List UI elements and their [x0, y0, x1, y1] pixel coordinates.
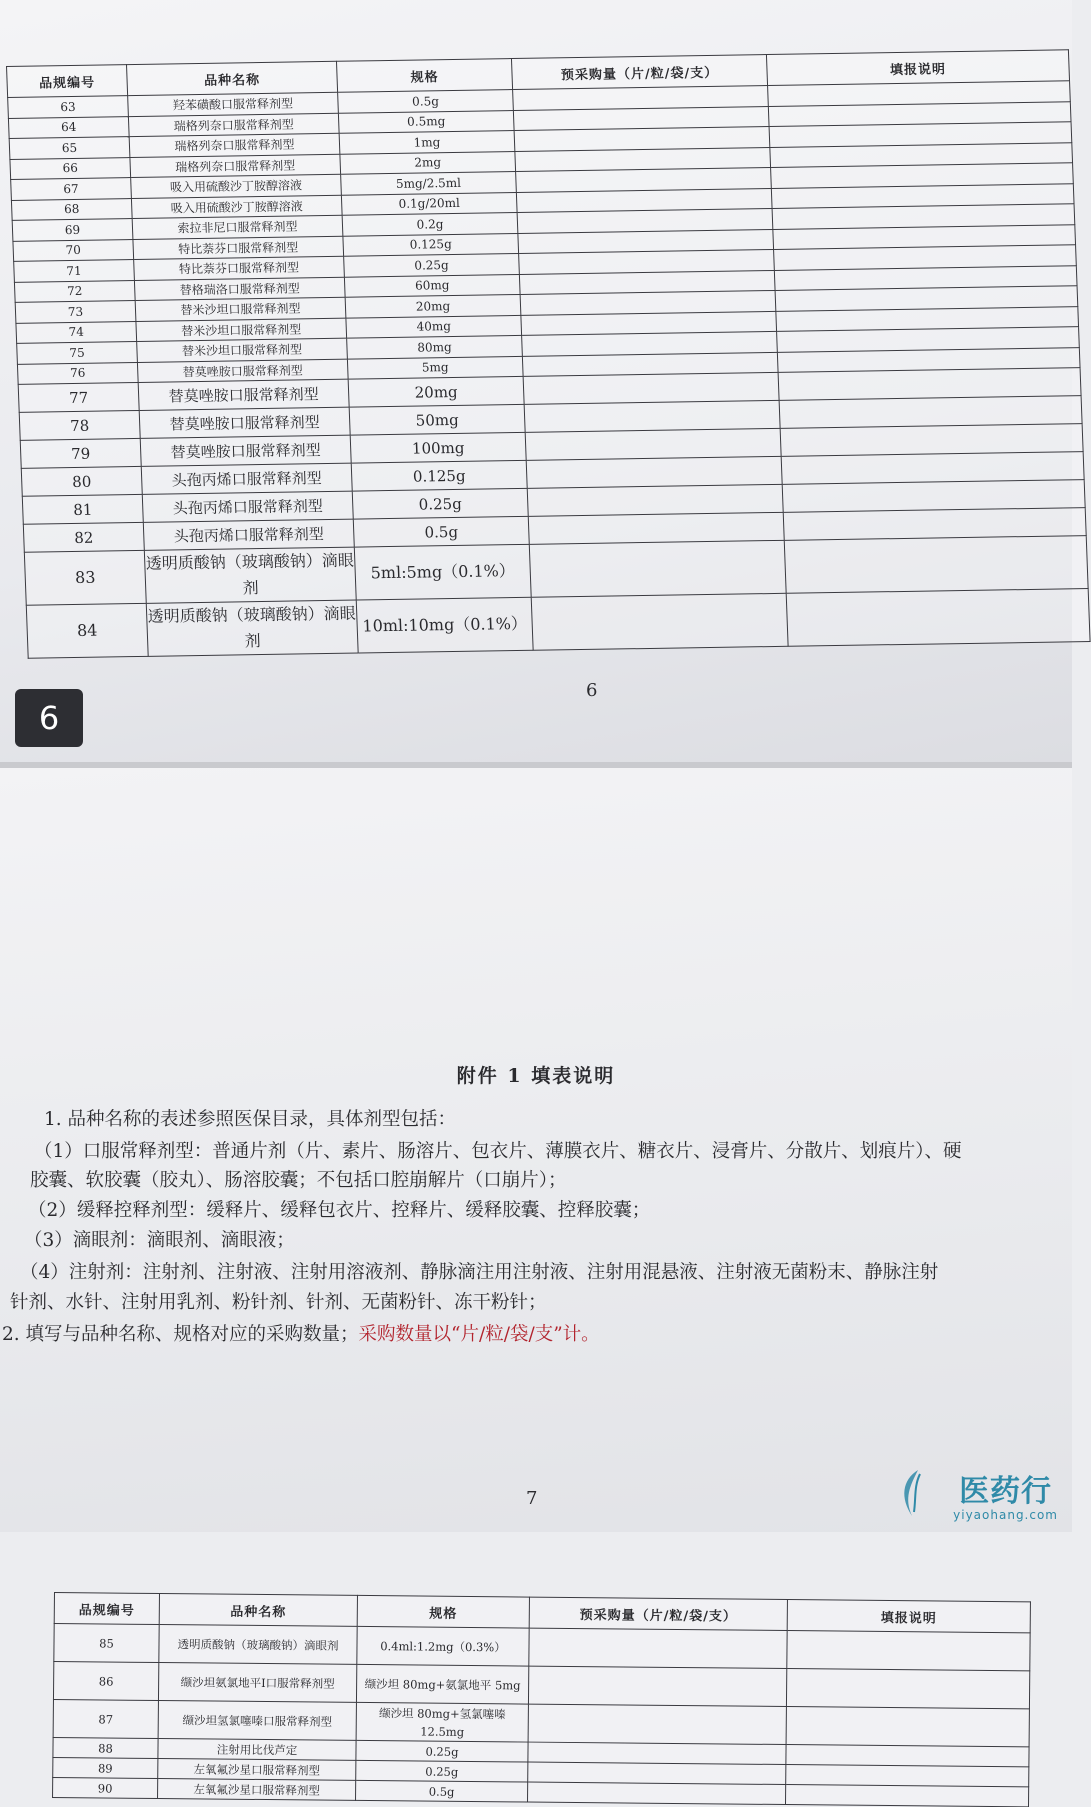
row-quantity-cell[interactable] [528, 1704, 786, 1744]
row-code: 78 [19, 410, 140, 440]
row-name: 注射用比伐芦定 [158, 1739, 356, 1761]
row-quantity-cell[interactable] [526, 456, 782, 488]
procurement-table-page-6 [6, 49, 1091, 658]
row-name: 特比萘芬口服常释剂型 [133, 236, 344, 260]
row-notes-cell[interactable] [787, 1631, 1030, 1671]
image-index-badge: 6 [15, 689, 83, 747]
row-spec: 50mg [349, 404, 525, 435]
row-code: 83 [24, 550, 146, 605]
row-spec: 0.125g [351, 460, 527, 491]
row-code: 82 [23, 522, 144, 552]
row-code: 69 [12, 219, 133, 241]
header-code: 品规编号 [7, 65, 128, 98]
row-name: 缬沙坦氢氯噻嗪口服常释剂型 [158, 1701, 356, 1741]
row-spec: 0.125g [343, 233, 519, 256]
row-quantity-cell[interactable] [528, 1782, 786, 1804]
row-spec: 缬沙坦 80mg+氢氯噻嗪 12.5mg [356, 1702, 528, 1742]
note-line-2: （1）口服常释剂型：普通片剂（片、素片、肠溶片、包衣片、薄膜衣片、糖衣片、浸膏片、分散片、划痕片）、硬 [34, 1141, 962, 1162]
header-notes: 填报说明 [766, 50, 1069, 86]
row-code: 79 [20, 438, 141, 468]
row-spec: 5mg/2.5ml [341, 172, 517, 195]
row-name: 特比萘芬口服常释剂型 [134, 256, 345, 280]
procurement-table-page-7 [52, 1592, 1031, 1807]
note-line-8 [2, 1320, 600, 1350]
row-code: 86 [53, 1662, 158, 1701]
row-quantity-cell[interactable] [529, 540, 786, 597]
note-line-8-text: 2. 填写与品种名称、规格对应的采购数量； [2, 1324, 359, 1345]
row-name: 瑞格列奈口服常释剂型 [128, 113, 339, 137]
header-spec: 规格 [336, 59, 512, 93]
row-name: 替米沙坦口服常释剂型 [135, 297, 346, 321]
leaf-logo-icon [898, 1468, 924, 1518]
row-name: 瑞格列奈口服常释剂型 [130, 154, 341, 178]
row-spec: 5mg [347, 356, 523, 379]
row-code: 77 [18, 382, 139, 412]
row-notes-cell[interactable] [786, 1745, 1029, 1767]
note-line-6: （4）注射剂：注射剂、注射液、注射用溶液剂、静脉滴注用注射液、注射用混悬液、注射液无菌粉末、静脉注射 [20, 1262, 939, 1283]
row-spec: 0.5g [356, 1780, 528, 1802]
row-quantity-cell[interactable] [531, 593, 788, 650]
row-name: 透明质酸钠（玻璃酸钠）滴眼剂 [159, 1625, 357, 1665]
header-quantity: 预采购量（片/粒/袋/支） [511, 55, 767, 90]
row-name: 替格瑞洛口服常释剂型 [134, 277, 345, 301]
row-code: 66 [10, 157, 131, 179]
row-quantity-cell[interactable] [528, 1666, 786, 1706]
note-line-8-highlight: 采购数量以“片/粒/袋/支”计。 [358, 1324, 600, 1345]
row-spec: 5ml:5mg（0.1%） [354, 544, 531, 600]
row-spec: 100mg [350, 432, 526, 463]
row-spec: 1mg [339, 131, 515, 154]
row-name: 吸入用硫酸沙丁胺醇溶液 [131, 195, 342, 219]
row-code: 87 [53, 1699, 158, 1738]
row-spec: 20mg [348, 376, 524, 407]
row-notes-cell[interactable] [786, 1707, 1029, 1747]
row-spec: 0.1g/20ml [341, 192, 517, 215]
row-name: 替莫唑胺口服常释剂型 [139, 407, 350, 438]
row-spec: 0.25g [352, 488, 528, 519]
row-name: 替莫唑胺口服常释剂型 [137, 359, 348, 383]
row-name: 左氧氟沙星口服常释剂型 [158, 1779, 356, 1801]
note-line-4: （2）缓释控释剂型：缓释片、缓释包衣片、控释片、缓释胶囊、控释胶囊； [28, 1200, 651, 1221]
row-name: 替莫唑胺口服常释剂型 [140, 435, 351, 466]
row-spec: 10ml:10mg（0.1%） [356, 597, 533, 653]
row-code: 72 [14, 280, 135, 302]
row-spec: 缬沙坦 80mg+氨氯地平 5mg [356, 1664, 528, 1704]
row-code: 70 [13, 239, 134, 261]
row-code: 81 [22, 494, 143, 524]
row-spec: 2mg [340, 151, 516, 174]
note-line-3: 胶囊、软胶囊（胶丸）、肠溶胶囊；不包括口腔崩解片（口崩片）； [30, 1170, 567, 1191]
row-code: 74 [16, 321, 137, 343]
page-7-photo [0, 768, 1072, 1799]
row-name: 吸入用硫酸沙丁胺醇溶液 [131, 174, 342, 198]
row-spec: 0.25g [356, 1760, 528, 1782]
row-name: 瑞格列奈口服常释剂型 [129, 133, 340, 157]
watermark-name: 医药行 [959, 1474, 1053, 1509]
row-quantity-cell[interactable] [523, 372, 779, 404]
row-notes-cell[interactable] [786, 1765, 1029, 1787]
row-name: 替莫唑胺口服常释剂型 [138, 379, 349, 410]
row-code: 80 [21, 466, 142, 496]
header-quantity: 预采购量（片/粒/袋/支） [529, 1597, 787, 1630]
header-name: 品种名称 [159, 1594, 357, 1627]
header-notes: 填报说明 [787, 1600, 1030, 1633]
header-code: 品规编号 [54, 1593, 159, 1625]
row-code: 84 [26, 603, 148, 658]
row-code: 73 [15, 301, 136, 323]
row-code: 89 [53, 1757, 158, 1778]
row-code: 64 [8, 116, 129, 138]
row-spec: 40mg [346, 315, 522, 338]
row-code: 63 [8, 96, 129, 118]
row-name: 羟苯磺酸口服常释剂型 [128, 92, 339, 116]
row-quantity-cell[interactable] [527, 484, 783, 516]
row-quantity-cell[interactable] [529, 1628, 787, 1668]
row-quantity-cell[interactable] [525, 428, 781, 460]
header-spec: 规格 [357, 1595, 529, 1628]
row-spec: 80mg [347, 335, 523, 358]
row-name: 左氧氟沙星口服常释剂型 [158, 1759, 356, 1781]
row-notes-cell[interactable] [786, 1669, 1029, 1709]
row-name: 头孢丙烯口服常释剂型 [142, 491, 353, 522]
page-6-photo [0, 0, 1072, 762]
page-number: 7 [526, 1488, 538, 1509]
row-quantity-cell[interactable] [528, 1742, 786, 1764]
row-code: 75 [17, 341, 138, 363]
row-spec: 0.5g [338, 90, 514, 113]
header-name: 品种名称 [127, 61, 338, 95]
row-code: 90 [53, 1777, 158, 1798]
row-code: 67 [11, 178, 132, 200]
row-name: 头孢丙烯口服常释剂型 [141, 463, 352, 494]
row-code: 68 [11, 198, 132, 220]
row-code: 65 [9, 137, 130, 159]
row-spec: 0.2g [342, 212, 518, 235]
row-name: 缬沙坦氨氯地平Ⅰ口服常释剂型 [158, 1663, 356, 1703]
row-name: 替米沙坦口服常释剂型 [136, 318, 347, 342]
row-spec: 0.25g [356, 1740, 528, 1762]
row-spec: 60mg [344, 274, 520, 297]
row-quantity-cell[interactable] [528, 512, 784, 544]
watermark-url: yiyaohang.com [953, 1508, 1058, 1522]
row-name: 替米沙坦口服常释剂型 [137, 338, 348, 362]
row-notes-cell[interactable] [784, 536, 1088, 594]
row-code: 85 [54, 1624, 159, 1663]
watermark-logo [953, 1466, 1058, 1522]
row-name: 索拉非尼口服常释剂型 [132, 215, 343, 239]
notes-title: 附件 1 填表说明 [456, 1065, 616, 1087]
row-notes-cell[interactable] [786, 589, 1090, 647]
row-notes-cell[interactable] [785, 1785, 1028, 1807]
row-spec: 0.5g [353, 516, 529, 547]
row-name: 透明质酸钠（玻璃酸钠）滴眼剂 [144, 547, 356, 603]
row-name: 透明质酸钠（玻璃酸钠）滴眼剂 [146, 600, 358, 656]
row-spec: 0.5mg [338, 110, 514, 133]
row-code: 88 [53, 1737, 158, 1758]
row-quantity-cell[interactable] [528, 1762, 786, 1784]
note-line-5: （3）滴眼剂：滴眼剂、滴眼液； [24, 1230, 295, 1251]
row-spec: 0.4ml:1.2mg（0.3%） [357, 1626, 529, 1666]
row-name: 头孢丙烯口服常释剂型 [143, 519, 354, 550]
row-code: 76 [17, 362, 138, 384]
page-number: 6 [586, 680, 598, 701]
row-spec: 20mg [345, 294, 521, 317]
row-spec: 0.25g [344, 253, 520, 276]
row-code: 71 [14, 260, 135, 282]
note-line-1: 1. 品种名称的表述参照医保目录，具体剂型包括： [44, 1109, 457, 1130]
note-line-7: 针剂、水针、注射用乳剂、粉针剂、针剂、无菌粉针、冻干粉针； [10, 1292, 547, 1313]
row-quantity-cell[interactable] [524, 400, 780, 432]
